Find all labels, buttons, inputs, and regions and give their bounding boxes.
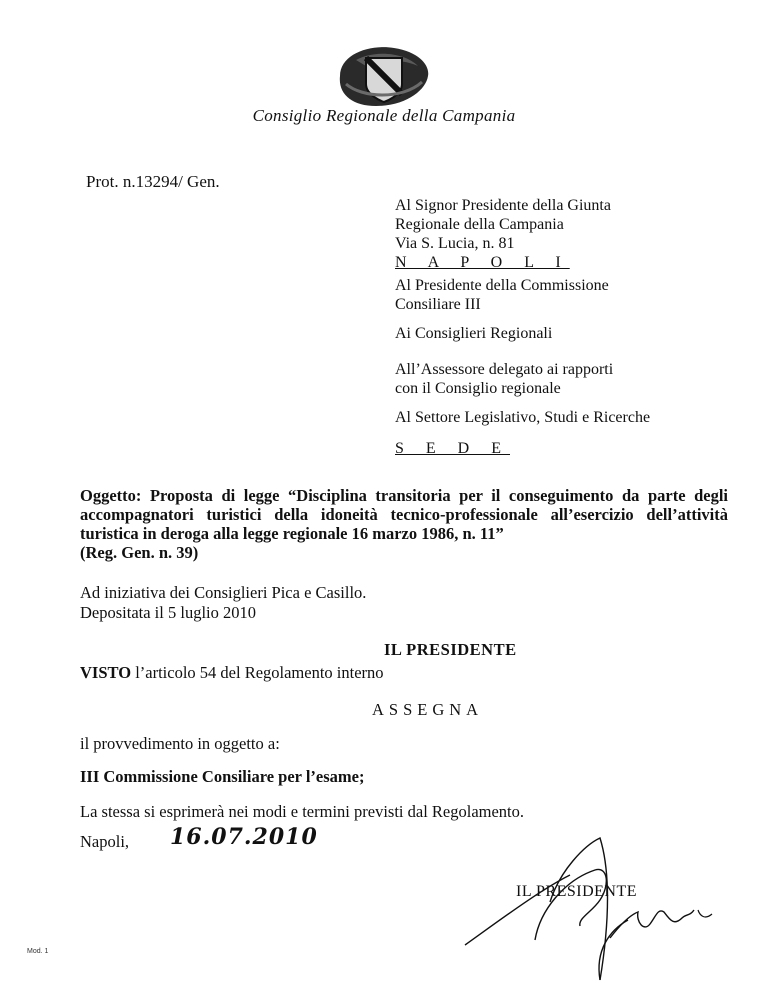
commissione-line: III Commissione Consiliare per l’esame; <box>80 767 365 786</box>
subject-line: accompagnatori turistici della idoneità tecnico-professionale all’esercizio dell’attività <box>80 505 728 524</box>
council-name: Consiglio Regionale della Campania <box>252 106 516 125</box>
subject-line: Oggetto: Proposta di legge “Disciplina transitoria per il conseguimento da parte degli <box>80 486 728 505</box>
campania-region-logo <box>326 40 442 112</box>
recipient-line: Al Settore Legislativo, Studi e Ricerche <box>395 409 651 426</box>
subject-line: turistica in deroga alla legge regionale 16 marzo 1986, n. 11” <box>80 524 504 543</box>
recipient-line: Ai Consiglieri Regionali <box>395 325 553 342</box>
napoli-label: Napoli, <box>80 832 130 851</box>
assegna-heading: ASSEGNA <box>372 700 484 719</box>
recipient-block-consiglieri <box>395 324 552 343</box>
recipient-place: N A P O L I <box>395 254 570 271</box>
recipient-block-commissione <box>395 276 609 314</box>
form-code: Mod. 1 <box>27 948 49 955</box>
recipient-line: Al Signor Presidente della Giunta <box>395 197 611 214</box>
recipient-line: con il Consiglio regionale <box>395 380 561 397</box>
stessa-line: La stessa si esprimerà nei modi e termini previsti dal Regolamento. <box>80 802 525 821</box>
subject-line: (Reg. Gen. n. 39) <box>80 543 199 562</box>
initiative-line: Ad iniziativa dei Consiglieri Pica e Casillo. <box>80 583 367 602</box>
initiative-block <box>80 583 366 623</box>
handwritten-date: 16.07.2010 <box>170 824 318 850</box>
recipient-block-settore <box>395 408 650 458</box>
deposit-date-line: Depositata il 5 luglio 2010 <box>80 603 256 622</box>
subject-block <box>80 486 728 562</box>
president-heading: IL PRESIDENTE <box>384 640 517 659</box>
visto-text: l’articolo 54 del Regolamento interno <box>131 663 384 682</box>
recipient-line: Consiliare III <box>395 296 481 313</box>
recipient-place: S E D E <box>395 440 510 457</box>
recipient-line: Al Presidente della Commissione <box>395 277 609 294</box>
recipient-block-giunta <box>395 196 611 272</box>
visto-label: VISTO <box>80 663 132 682</box>
recipient-line: Via S. Lucia, n. 81 <box>395 235 515 252</box>
recipient-line: Regionale della Campania <box>395 216 564 233</box>
signature-label: IL PRESIDENTE <box>516 883 638 900</box>
handwritten-signature <box>460 830 720 990</box>
recipient-line: All’Assessore delegato ai rapporti <box>395 361 614 378</box>
protocol-number: Prot. n.13294/ Gen. <box>86 172 220 191</box>
recipient-block-assessore <box>395 360 613 398</box>
provvedimento-line: il provvedimento in oggetto a: <box>80 734 280 753</box>
visto-line <box>80 663 384 683</box>
